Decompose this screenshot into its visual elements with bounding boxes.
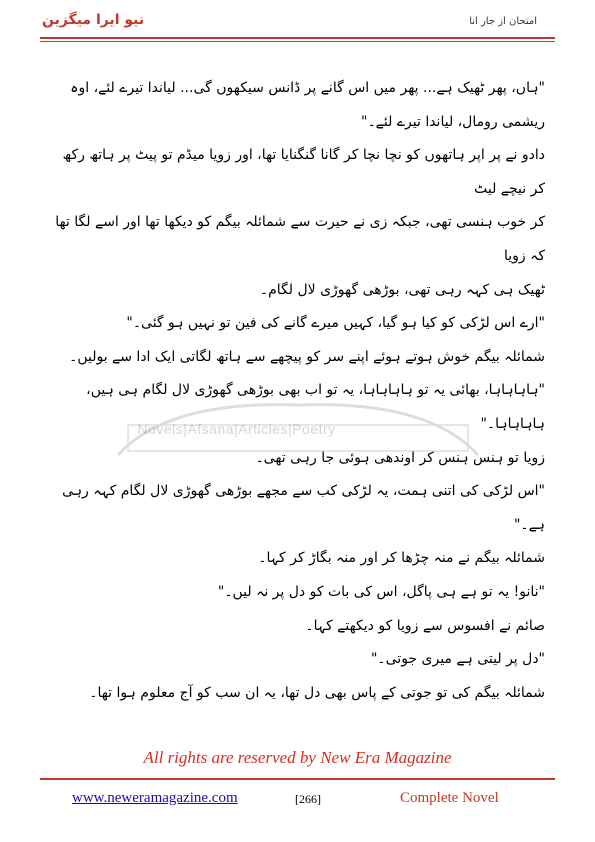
section-label: Complete Novel (400, 790, 499, 806)
text-line: کر خوب ہنسی تھی، جبکہ زی نے حیرت سے شمائلہ بیگم کو دیکھا تھا اور اسے لگا تھا کہ زویا (55, 214, 545, 264)
footer-rule (40, 778, 555, 780)
watermark-text: Novels|Afsana|Articles|Poetry (137, 421, 336, 437)
text-line: دادو نے پر اپر ہاتھوں کو نچا نچا کر گانا گنگنایا تھا، اور زویا میڈم تو پیٹ پر ہاتھ رکھ کر نیچے لیٹ (62, 147, 545, 197)
copyright-notice: All rights are reserved by New Era Magazine (143, 748, 452, 767)
text-line: ٹھیک ہی کہہ رہی تھی، بوڑھی گھوڑی لال لگام۔ (259, 281, 545, 298)
text-line: شمائلہ بیگم خوش ہوتے ہوئے اپنے سر کو پیچھے سے ہاتھ لگاتی ایک ادا سے بولیں۔ (69, 348, 545, 365)
header-rule-thin (40, 41, 555, 42)
text-line: زویا تو ہنس ہنس کر اوندھی ہوئی جا رہی تھی۔ (255, 449, 545, 466)
text-line: "دل پر لیتی ہے میری جوتی۔" (370, 651, 545, 668)
text-line: شمائلہ بیگم کی تو جوتی کے پاس بھی دل تھا، یہ ان سب کو آج معلوم ہوا تھا۔ (89, 684, 545, 701)
text-line: "نانو! یہ تو ہے ہی پاگل، اس کی بات کو دل پر نہ لیں۔" (217, 583, 545, 600)
header-rule (40, 37, 555, 39)
text-line: "ہاں، پھر ٹھیک ہے... پھر میں اس گانے پر ڈانس سیکھوں گی... لیاندا تیرے لئے، اوہ (70, 80, 545, 96)
page-number: [266] (295, 792, 321, 806)
text-line: ریشمی رومال، لیاندا تیرے لئے۔" (361, 113, 545, 130)
text-line: "اس لڑکی کی اتنی ہمت، یہ لڑکی کب سے مجھے بوڑھی گھوڑی لال لگام کہہ رہی ہے۔" (62, 483, 545, 533)
text-line: شمائلہ بیگم نے منہ چڑھا کر اور منہ بگاڑ کر کہا۔ (258, 550, 545, 567)
story-body (48, 72, 545, 710)
text-line: "ارے اس لڑکی کو کیا ہو گیا، کہیں میرے گانے کی فین تو نہیں ہو گئی۔" (126, 315, 545, 332)
story-title: امتحان از جار انا (469, 16, 537, 27)
text-line: صائم نے افسوس سے زویا کو دیکھتے کہا۔ (305, 617, 545, 634)
website-link[interactable]: www.neweramagazine.com (72, 790, 238, 806)
magazine-name: نیو ایرا میگزین (42, 12, 145, 28)
text-line: "ہاہاہاہا، بھائی یہ تو ہاہاہاہا، یہ تو اب بھی بوڑھی گھوڑی لال لگام ہی ہیں، ہاہاہاہا۔" (86, 382, 545, 432)
